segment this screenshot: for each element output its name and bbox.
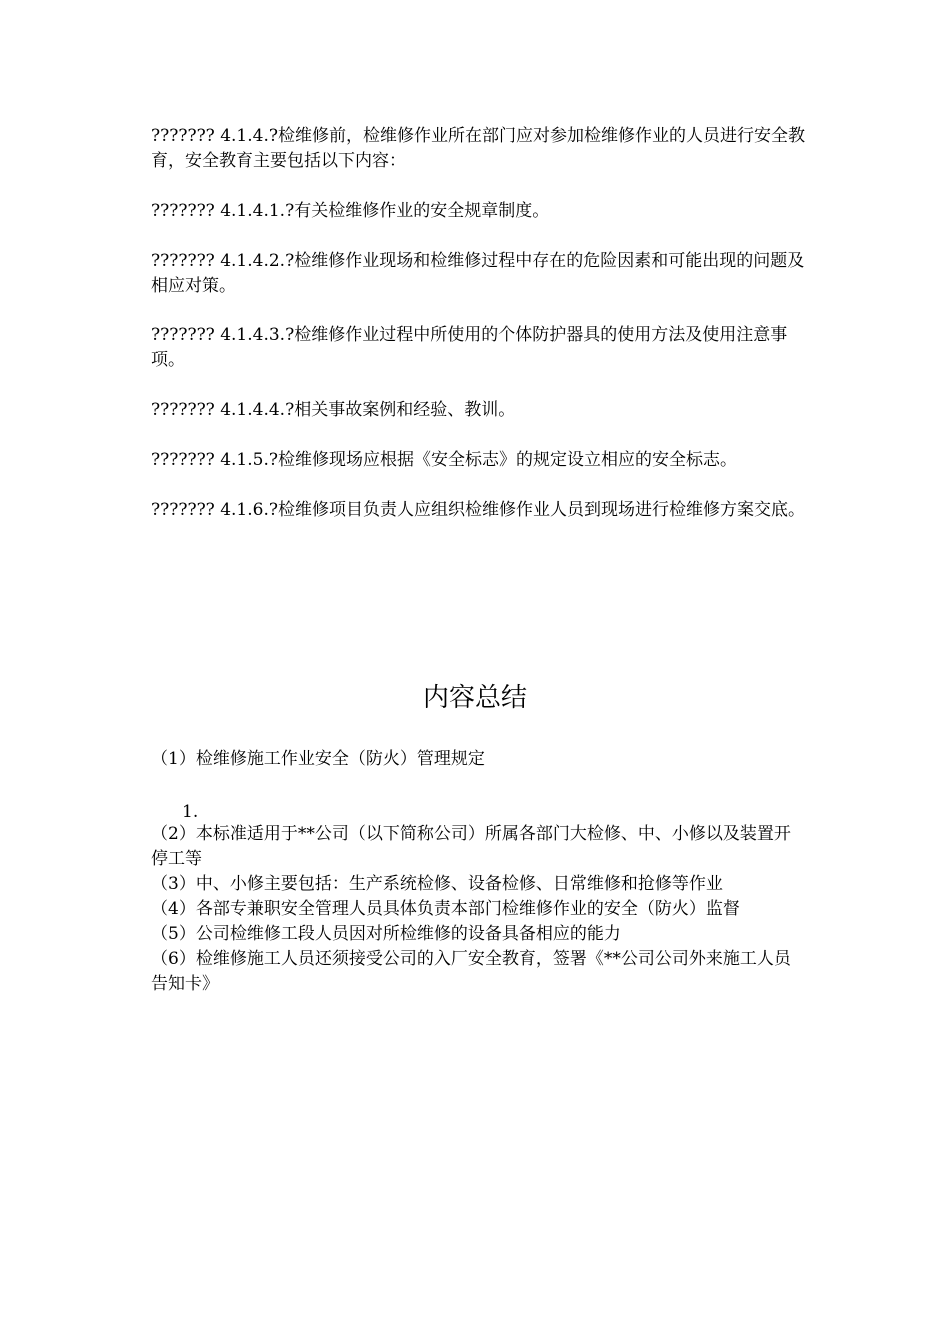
summary-item: （4）各部专兼职安全管理人员具体负责本部门检维修作业的安全（防火）监督	[151, 899, 740, 919]
list-marker: 1.	[182, 802, 199, 822]
summary-title: 内容总结	[422, 683, 527, 713]
summary-item: （5）公司检维修工段人员因对所检维修的设备具备相应的能力	[151, 924, 621, 944]
summary-list	[151, 822, 806, 997]
paragraph-4-1-6: ??????? 4.1.6.?检维修项目负责人应组织检维修作业人员到现场进行检维修方案交底。	[151, 500, 805, 520]
paragraph-4-1-4-1: ??????? 4.1.4.1.?有关检维修作业的安全规章制度。	[151, 201, 550, 221]
summary-item: （6）检维修施工人员还须接受公司的入厂安全教育，签署《**公司公司外来施工人员告知卡》	[151, 949, 791, 994]
paragraph-4-1-4-2: ??????? 4.1.4.2.?检维修作业现场和检维修过程中存在的危险因素和可能出现的问题及相应对策。	[151, 251, 805, 296]
paragraph-4-1-4-3: ??????? 4.1.4.3.?检维修作业过程中所使用的个体防护器具的使用方法及使用注意事项。	[151, 325, 788, 370]
paragraph-4-1-4: ??????? 4.1.4.?检维修前，检维修作业所在部门应对参加检维修作业的人员进行安全教育，安全教育主要包括以下内容：	[151, 126, 805, 171]
summary-item: （2）本标准适用于**公司（以下简称公司）所属各部门大检修、中、小修以及装置开停工等	[151, 824, 791, 869]
paragraph-4-1-5: ??????? 4.1.5.?检维修现场应根据《安全标志》的规定设立相应的安全标志。	[151, 450, 737, 470]
summary-item: （3）中、小修主要包括：生产系统检修、设备检修、日常维修和抢修等作业	[151, 874, 723, 894]
summary-intro: （1）检维修施工作业安全（防火）管理规定	[151, 749, 485, 769]
paragraph-4-1-4-4: ??????? 4.1.4.4.?相关事故案例和经验、教训。	[151, 400, 516, 420]
